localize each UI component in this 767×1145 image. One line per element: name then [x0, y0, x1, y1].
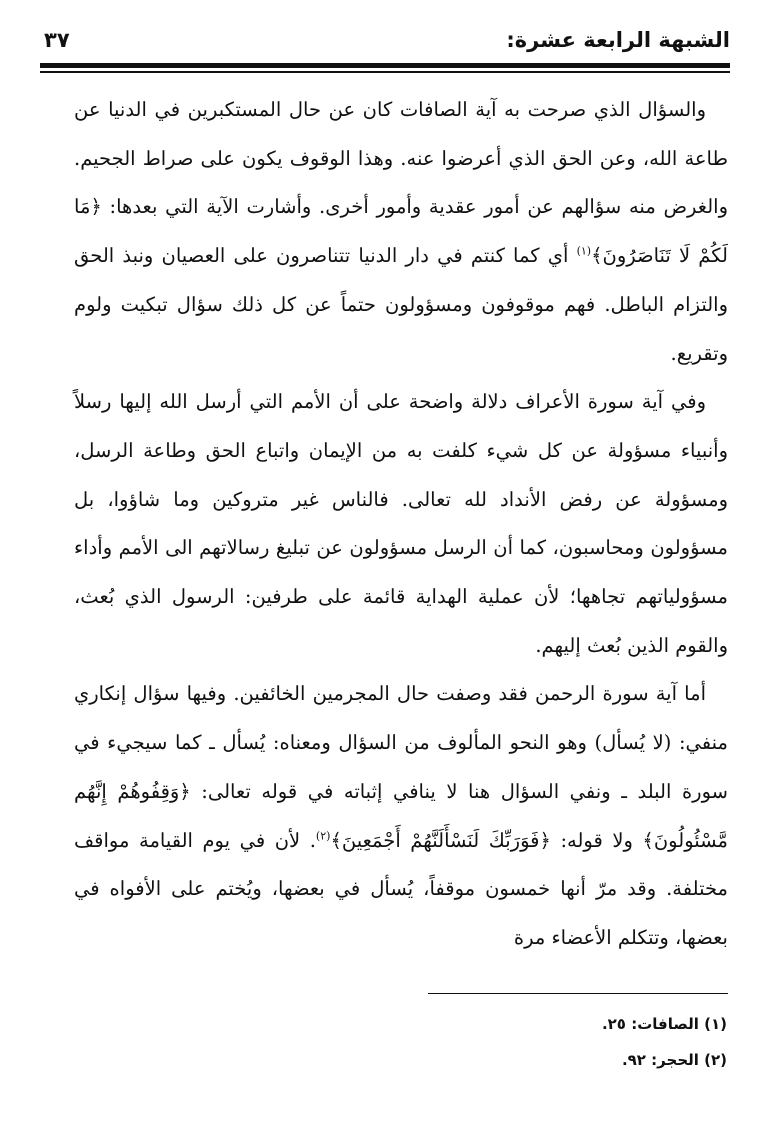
header-rule-thin — [40, 71, 730, 73]
header-rule-thick — [40, 63, 730, 68]
paragraph-2 — [74, 378, 728, 670]
footnote-ref-1[interactable]: (١) — [576, 244, 592, 258]
running-title: الشبهة الرابعة عشرة: — [506, 28, 730, 52]
paragraph-3 — [74, 670, 728, 962]
paragraph-3-tail: . لأن في يوم القيامة مواقف مختلفة. وقد مرّ أنها خمسون موقفاً، يُسأل في بعضها، ويُختم على الأفواه في بعضها، وتتكلم الأعضاء مرة — [74, 828, 728, 949]
paragraph-3-text: أما آية سورة الرحمن فقد وصفت حال المجرمين الخائفين. وفيها سؤال إنكاري منفي: (لا يُسأل) وهو النحو المألوف من السؤال ومعناه: يُسأل ـ كما سيجيء في سورة البلد ـ ونفي السؤال هنا لا ينافي إثباته في قوله تعالى: ﴿وَقِفُوهُمْ إِنَّهُم مَّسْئُولُونَ﴾ ولا قوله: ﴿فَوَرَبِّكَ لَنَسْأَلَنَّهُمْ أَجْمَعِينَ﴾ — [74, 682, 728, 852]
body-text — [74, 86, 728, 963]
footnote-ref-2[interactable]: (٢) — [315, 829, 331, 843]
page-header — [40, 22, 730, 62]
footnotes — [327, 1006, 727, 1078]
footnote-rule — [428, 993, 728, 994]
paragraph-1-tail: أي كما كنتم في دار الدنيا تتناصرون على العصيان ونبذ الحق والتزام الباطل. فهم موقوفون ومسؤولون حتماً عن كل ذلك سؤال تبكيت ولوم وتقريع. — [74, 244, 728, 365]
paragraph-2-text: وفي آية سورة الأعراف دلالة واضحة على أن الأمم التي أرسل الله إليها رسلاً وأنبياء مسؤولة عن كل شيء كلفت به من الإيمان واتباع الحق وطاعة الرسل، ومسؤولة عن رفض الأنداد لله تعالى. فالناس غير متروكين وما شاؤوا، بل مسؤولون ومحاسبون، كما أن الرسل مسؤولون عن تبليغ رسالاتهم الى الأمم وأداء مسؤولياتهم تجاهها؛ لأن عملية الهداية قائمة على طرفين: الرسول الذي بُعث، والقوم الذين بُعث إليهم. — [74, 390, 728, 657]
paragraph-1 — [74, 86, 728, 378]
paragraph-1-text: والسؤال الذي صرحت به آية الصافات كان عن حال المستكبرين في الدنيا عن طاعة الله، وعن الحق الذي أعرضوا عنه. وهذا الوقوف يكون على صراط الجحيم. والغرض منه سؤالهم عن أمور عقدية وأمور أخرى. وأشارت الآية التي بعدها: ﴿مَا لَكُمْ لَا تَنَاصَرُونَ﴾ — [74, 98, 728, 268]
footnote-2: (٢) الحجر: ٩٢. — [621, 1051, 727, 1069]
footnote-1: (١) الصافات: ٢٥. — [601, 1015, 727, 1033]
page-number: ٣٧ — [44, 28, 70, 52]
